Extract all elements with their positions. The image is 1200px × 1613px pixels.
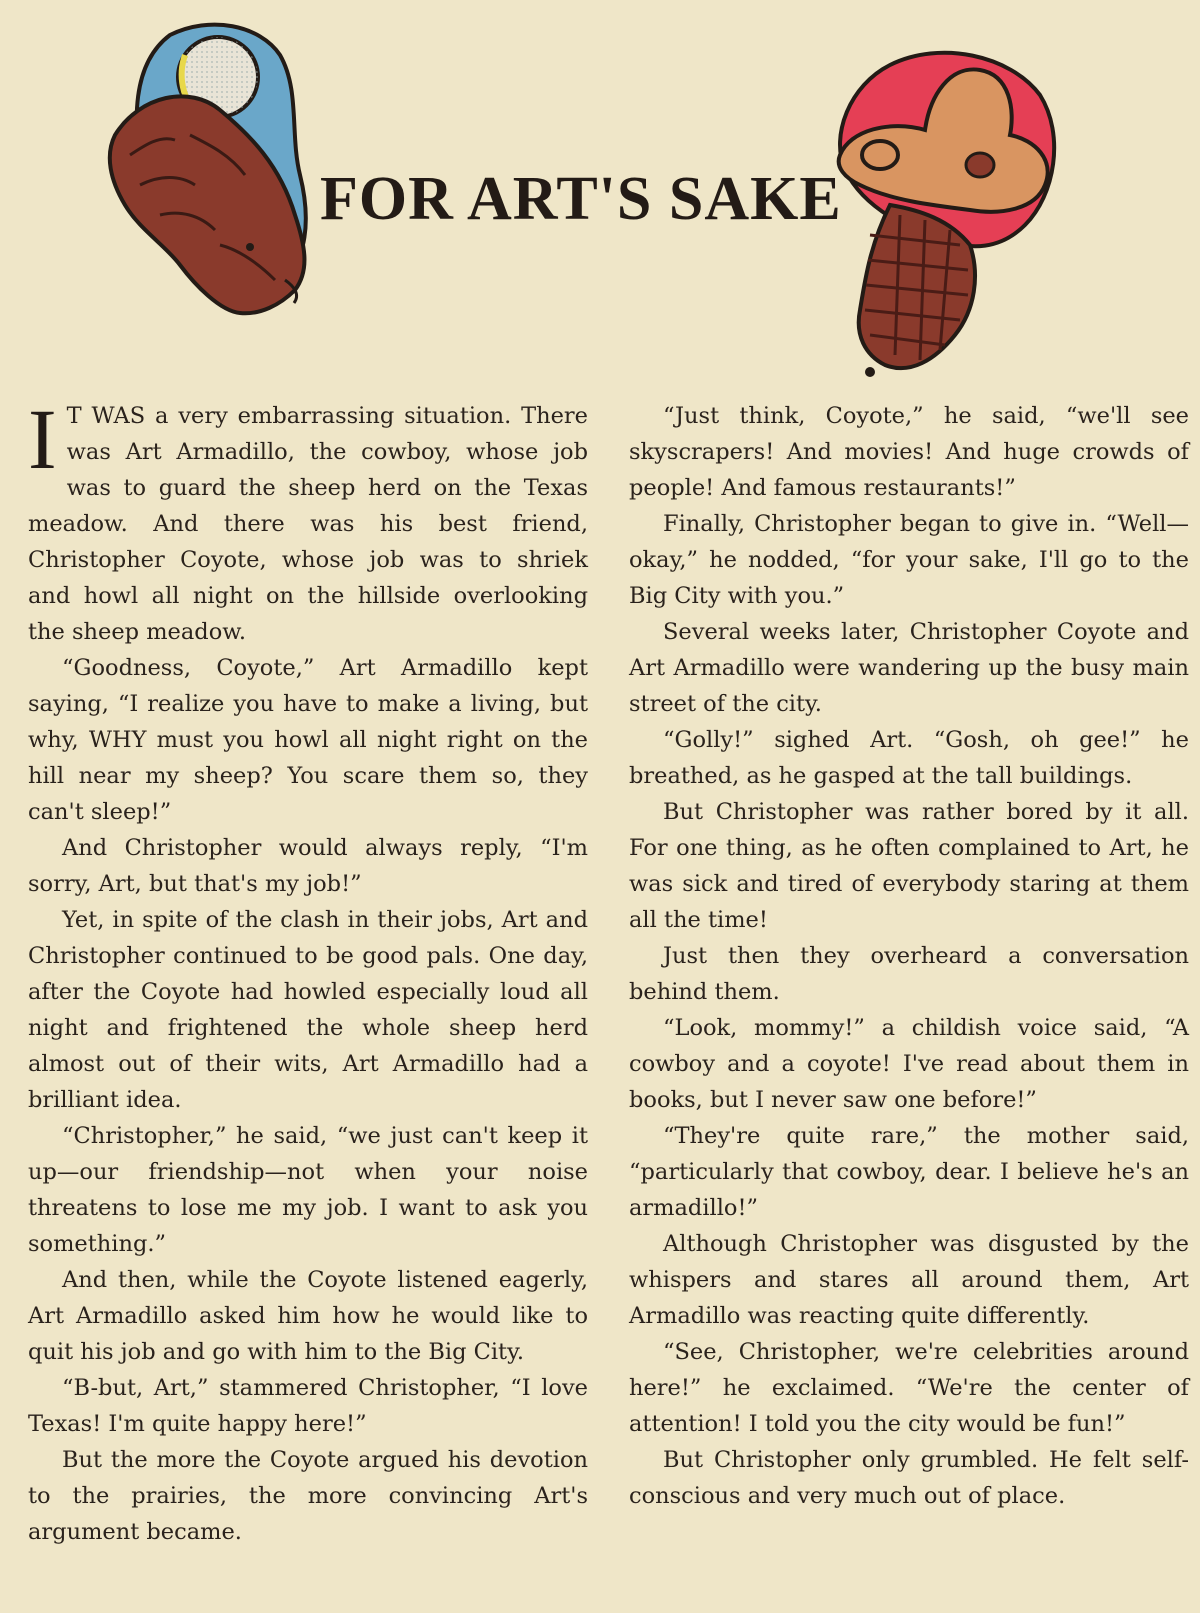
page-title: FOR ART'S SAKE bbox=[320, 164, 842, 233]
story-paragraph: “Golly!” sighed Art. “Gosh, oh gee!” he breathed, as he gasped at the tall buildings. bbox=[629, 727, 1189, 789]
story-column-left bbox=[28, 391, 588, 1550]
story-paragraph: Yet, in spite of the clash in their jobs, Art and Christopher continued to be good pals. One day, after the Coyote had howled especially loud all night and frightened the whole sheep herd almost out of their wits, Art Armadillo had a brilliant idea. bbox=[28, 907, 588, 1113]
story-paragraph: “Goodness, Coyote,” Art Armadillo kept saying, “I realize you have to make a living, but why, WHY must you howl all night right on the hill near my sheep? You scare them so, they can't sleep!” bbox=[28, 655, 588, 825]
story-paragraph: “Just think, Coyote,” he said, “we'll see skyscrapers! And movies! And huge crowds of people! And famous restaurants!” bbox=[629, 403, 1189, 501]
drop-cap: I bbox=[28, 391, 57, 487]
story-paragraph: Just then they overheard a conversation behind them. bbox=[629, 943, 1189, 1005]
story-paragraph: Finally, Christopher began to give in. “Well—okay,” he nodded, “for your sake, I'll go to the Big City with you.” bbox=[629, 511, 1189, 609]
story-paragraph: Although Christopher was disgusted by the whispers and stares all around them, Art Armadillo was reacting quite differently. bbox=[629, 1231, 1189, 1329]
armadillo-cowboy-hat-icon bbox=[830, 35, 1060, 385]
coyote-head-moon-icon bbox=[100, 15, 320, 345]
story-paragraph: Several weeks later, Christopher Coyote and Art Armadillo were wandering up the busy main street of the city. bbox=[629, 619, 1189, 717]
story-paragraph: And Christopher would always reply, “I'm sorry, Art, but that's my job!” bbox=[28, 835, 588, 897]
story-paragraph: I T WAS a very embarrassing situation. There was Art Armadillo, the cowboy, whose job was to guard the sheep herd on the Texas meadow. And there was his best friend, Christopher Coyote, whose job was to shriek and howl all night on the hillside overlooking the sheep meadow. bbox=[28, 391, 588, 645]
story-paragraph: But Christopher only grumbled. He felt self-conscious and very much out of place. bbox=[629, 1447, 1189, 1509]
story-column-right bbox=[629, 398, 1189, 1514]
story-paragraph: “B-but, Art,” stammered Christopher, “I love Texas! I'm quite happy here!” bbox=[28, 1375, 588, 1437]
story-paragraph: But Christopher was rather bored by it all. For one thing, as he often complained to Art, he was sick and tired of everybody staring at them all the time! bbox=[629, 799, 1189, 933]
story-paragraph: “Look, mommy!” a childish voice said, “A cowboy and a coyote! I've read about them in books, but I never saw one before!” bbox=[629, 1015, 1189, 1113]
story-paragraph: “Christopher,” he said, “we just can't keep it up—our friendship—not when your noise threatens to lose me my job. I want to ask you something.” bbox=[28, 1123, 588, 1257]
story-paragraph: “They're quite rare,” the mother said, “particularly that cowboy, dear. I believe he's an armadillo!” bbox=[629, 1123, 1189, 1221]
story-paragraph: “See, Christopher, we're celebrities around here!” he exclaimed. “We're the center of attention! I told you the city would be fun!” bbox=[629, 1339, 1189, 1437]
story-paragraph: And then, while the Coyote listened eagerly, Art Armadillo asked him how he would like to quit his job and go with him to the Big City. bbox=[28, 1267, 588, 1365]
story-paragraph: But the more the Coyote argued his devotion to the prairies, the more convincing Art's argument became. bbox=[28, 1447, 588, 1545]
